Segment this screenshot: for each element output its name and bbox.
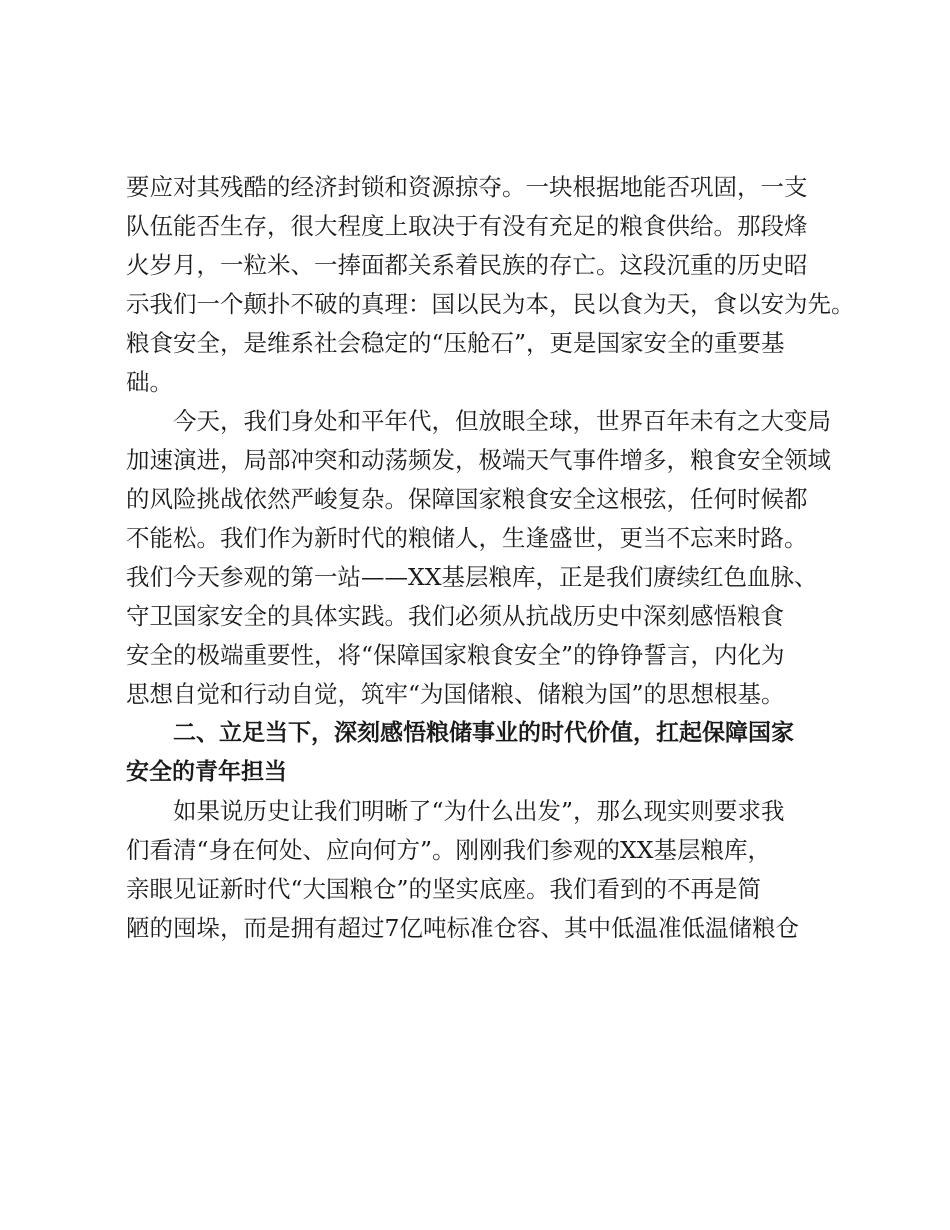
paragraph-line: 加速演进，局部冲突和动荡频发，极端天气事件增多，粮食安全领域 bbox=[126, 446, 831, 474]
section-heading: 安全的青年担当 bbox=[126, 759, 287, 785]
paragraph-line: 要应对其残酷的经济封锁和资源掠夺。一块根据地能否巩固，一支 bbox=[126, 173, 808, 201]
paragraph-line: 火岁月，一粒米、一捧面都关系着民族的存亡。这段沉重的历史昭 bbox=[126, 251, 808, 279]
paragraph-line: 的风险挑战依然严峻复杂。保障国家粮食安全这根弦，任何时候都 bbox=[126, 485, 808, 513]
paragraph-line: 思想自觉和行动自觉，筑牢“为国储粮、储粮为国”的思想根基。 bbox=[126, 680, 785, 708]
paragraph-line: 今天，我们身处和平年代，但放眼全球，世界百年未有之大变局 bbox=[173, 407, 831, 435]
paragraph-line: 如果说历史让我们明晰了“为什么出发”，那么现实则要求我 bbox=[173, 797, 785, 825]
paragraph-line: 安全的极端重要性，将“保障国家粮食安全”的铮铮誓言，内化为 bbox=[126, 641, 785, 669]
document-body bbox=[126, 168, 855, 948]
paragraph-line: 队伍能否生存，很大程度上取决于有没有充足的粮食供给。那段烽 bbox=[126, 212, 808, 240]
paragraph-line: 陋的囤垛，而是拥有超过7亿吨标准仓容、其中低温准低温储粮仓 bbox=[126, 914, 799, 942]
paragraph-line: 础。 bbox=[126, 368, 173, 396]
paragraph-line: 我们今天参观的第一站——XX基层粮库，正是我们赓续红色血脉、 bbox=[126, 563, 818, 591]
paragraph-line: 们看清“身在何处、应向何方”。刚刚我们参观的XX基层粮库， bbox=[126, 836, 771, 864]
paragraph-line: 粮食安全，是维系社会稳定的“压舱石”，更是国家安全的重要基 bbox=[126, 329, 785, 357]
paragraph-line: 示我们一个颠扑不破的真理：国以民为本，民以食为天，食以安为先。 bbox=[126, 290, 855, 318]
paragraph-line: 不能松。我们作为新时代的粮储人，生逢盛世，更当不忘来时路。 bbox=[126, 524, 808, 552]
section-heading: 二、立足当下，深刻感悟粮储事业的时代价值，扛起保障国家 bbox=[173, 720, 794, 746]
paragraph-line: 亲眼见证新时代“大国粮仓”的坚实底座。我们看到的不再是简 bbox=[126, 875, 762, 903]
paragraph-line: 守卫国家安全的具体实践。我们必须从抗战历史中深刻感悟粮食 bbox=[126, 602, 784, 630]
